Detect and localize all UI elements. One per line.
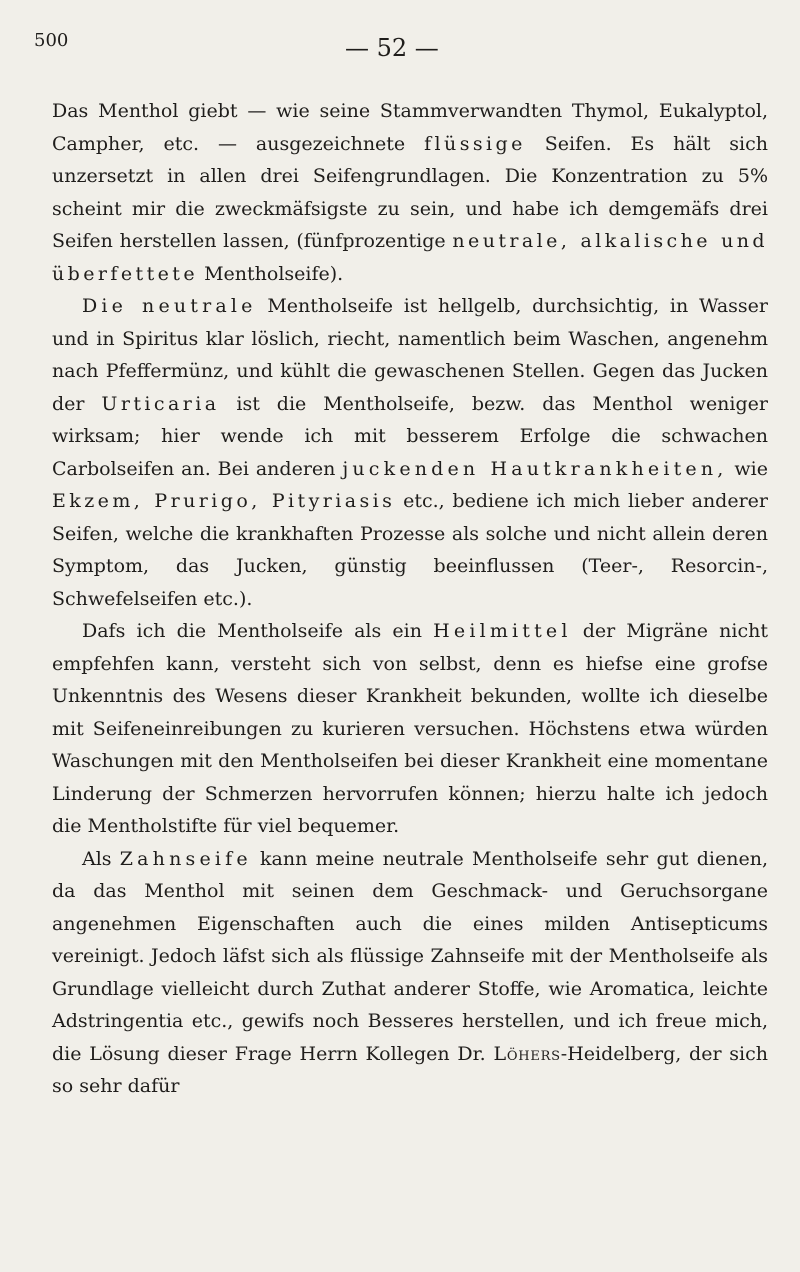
emphasis-urticaria: Urticaria xyxy=(101,392,220,415)
text-run: kann meine neutrale Mentholseife sehr gut dienen, da das Menthol mit seinen dem Geschmack- und Geruchsorgane angenehmen Eigenschaften auch die eines milden Antisepticums vereinigt. Jedoch läfst sich als flüssige Zahnseife mit der Mentholseife als Grundlage vielleicht durch Zuthat anderer Stoffe, wie Aromatica, leichte Adstringentia etc., gewifs noch Besseres herstellen, und ich freue mich, die Lösung dieser Frage Herrn Kollegen Dr. xyxy=(52,847,768,1065)
emphasis-soap-types: neutrale, alkalische und überfettete xyxy=(52,230,768,285)
text-run: Mentholseife). xyxy=(198,262,344,285)
text-run: der Migräne nicht empfehfen kann, versteht sich von selbst, denn es hiefse eine grofse Unkenntnis des Wesens dieser Krankheit bekunden, wollte ich dieselbe mit Seifeneinreibungen zu kurieren versuchen. Höchstens etwa würden Waschungen mit den Mentholseifen bei dieser Krankheit eine momentane Linderung der Schmerzen hervorrufen können; hierzu halte ich jedoch die Mentholstifte für viel bequemer. xyxy=(52,620,768,837)
text-run: Das Menthol giebt — wie seine Stammverwandten Thymol, Eukalyptol, Campher, etc. — ausgezeichnete xyxy=(52,100,768,155)
page-number-printed: 500 xyxy=(34,30,69,51)
paragraph-zahnseife xyxy=(52,843,768,1103)
text-run: Seifen. Es hält sich unzersetzt in allen drei Seifengrundlagen. Die Konzentration zu 5% scheint mir die zweckmäfsigste zu sein, und habe ich demgemäfs drei Seifen herstellen lassen, (fünfprozentige xyxy=(52,132,768,252)
text-run: etc., bediene ich mich lieber anderer Seifen, welche die krankhaften Prozesse als solche und nicht allein deren Symptom, das Jucken, günstig beeinflussen (Teer-, Resorcin-, Schwefelseifen etc.). xyxy=(52,490,768,610)
text-run: wie xyxy=(727,457,768,480)
author-name-loehers: Löhers xyxy=(493,1042,561,1065)
emphasis-juckenden-hautkrankheiten: juckenden Hautkrankheiten, xyxy=(342,457,728,480)
text-run: ist die Mentholseife, bezw. das Menthol weniger wirksam; hier wende ich mit besserem Erfolge die schwachen Carbolseifen an. Bei anderen xyxy=(52,392,768,480)
page-number-centered: — 52 — xyxy=(345,34,439,62)
text-run: -Heidelberg, der sich so sehr dafür xyxy=(52,1042,768,1097)
emphasis-zahnseife: Zahnseife xyxy=(119,847,252,870)
text-run: Als xyxy=(82,847,120,870)
paragraph-migraine xyxy=(52,615,768,843)
emphasis-fluessige: flüssige xyxy=(424,132,526,155)
paragraph-neutral-soap xyxy=(52,290,768,615)
body-text xyxy=(52,95,768,1103)
emphasis-heilmittel: Heilmittel xyxy=(433,620,572,642)
emphasis-diseases: Ekzem, Prurigo, Pityriasis xyxy=(52,490,396,512)
paragraph-menthol-intro xyxy=(52,95,768,290)
text-run: Dafs ich die Mentholseife als ein xyxy=(82,620,434,642)
emphasis-die-neutrale: Die neutrale xyxy=(82,295,257,317)
text-run: Mentholseife ist hellgelb, durchsichtig, in Wasser und in Spiritus klar löslich, riecht, namentlich beim Waschen, angenehm nach Pfeffermünz, und kühlt die gewaschenen Stellen. Gegen das Jucken der xyxy=(52,295,768,415)
